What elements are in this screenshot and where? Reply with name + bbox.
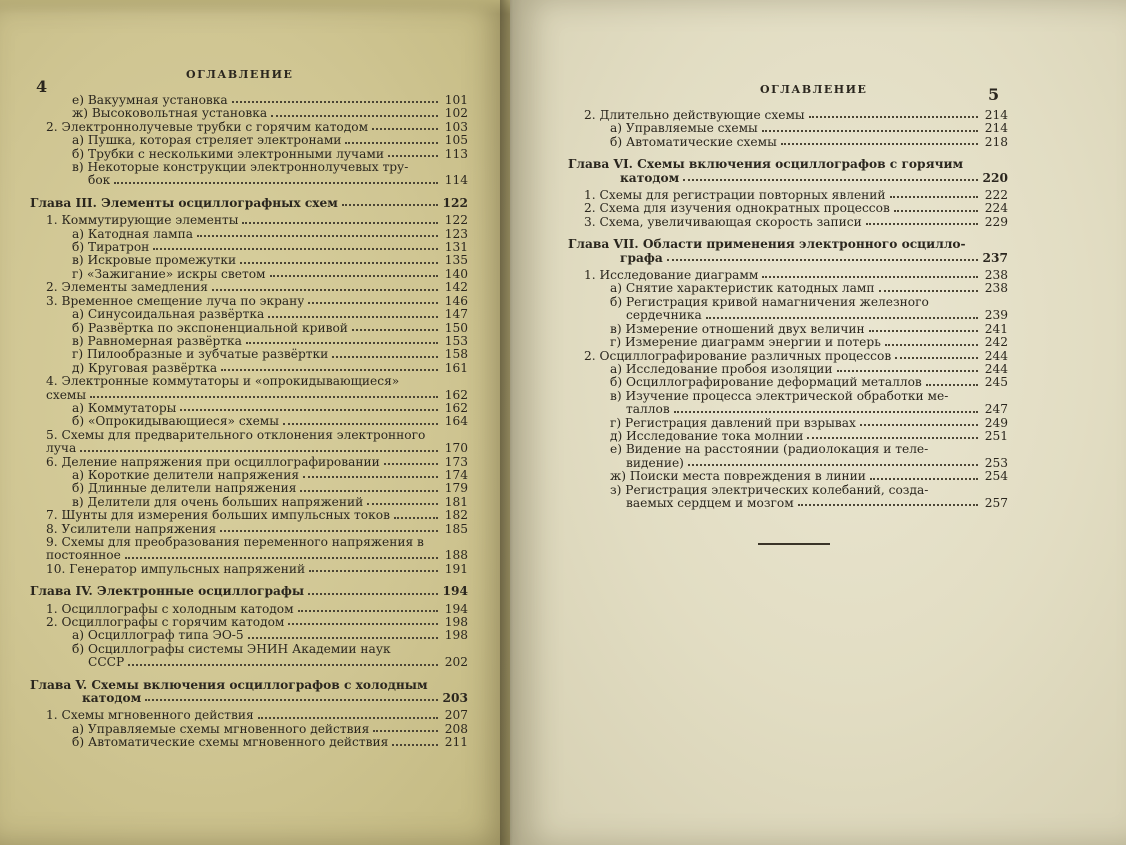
toc-entry-title: 2. Схема для изучения однократных процессов bbox=[584, 202, 890, 216]
toc-entry-title: катодом bbox=[82, 692, 142, 706]
right-page bbox=[510, 0, 1126, 845]
toc-entry-title: в) Измерение отношений двух величин bbox=[610, 322, 865, 336]
toc-page-number: 164 bbox=[444, 414, 468, 429]
toc-entry bbox=[568, 109, 1008, 122]
toc-entry-title: 2. Элементы замедления bbox=[46, 281, 208, 295]
toc-chapter-entry bbox=[30, 197, 468, 210]
toc-entry bbox=[568, 390, 1008, 403]
toc-entry bbox=[30, 281, 468, 294]
toc-page-number: 253 bbox=[984, 455, 1008, 470]
toc-page-number: 194 bbox=[444, 601, 468, 616]
dot-leader bbox=[345, 142, 438, 144]
toc-entry-title: 3. Временное смещение луча по экрану bbox=[46, 294, 305, 308]
dot-leader bbox=[258, 717, 438, 719]
toc-page-number: 244 bbox=[984, 361, 1008, 376]
toc-entry-title: а) Управляемые схемы мгновенного действия bbox=[72, 722, 370, 736]
dot-leader bbox=[153, 248, 438, 250]
toc-entry-title: б) Автоматические схемы мгновенного действия bbox=[72, 736, 389, 750]
toc-entry-title: в) Некоторые конструкции электроннолучевых тру- bbox=[72, 161, 409, 175]
toc-entry-title: г) Регистрация давлений при взрывах bbox=[610, 416, 856, 430]
toc-page-number: 257 bbox=[984, 495, 1008, 510]
dot-leader bbox=[384, 463, 438, 465]
toc-entry-title: 10. Генератор импульсных напряжений bbox=[46, 562, 306, 576]
toc-entry bbox=[30, 94, 468, 107]
book-gutter bbox=[500, 0, 522, 845]
toc-entry bbox=[568, 202, 1008, 215]
toc-entry-title: а) Пушка, которая стреляет электронами bbox=[72, 134, 342, 148]
toc-entry bbox=[30, 254, 468, 267]
toc-entry bbox=[568, 403, 1008, 416]
toc-entry bbox=[30, 509, 468, 522]
toc-entry-title: графа bbox=[620, 251, 663, 265]
toc-entry bbox=[568, 122, 1008, 135]
toc-chapter-entry bbox=[568, 238, 1008, 251]
dot-leader bbox=[248, 637, 438, 639]
toc-page-number: 208 bbox=[444, 721, 468, 736]
dot-leader bbox=[837, 370, 978, 372]
dot-leader bbox=[688, 464, 978, 466]
dot-leader bbox=[926, 384, 978, 386]
dot-leader bbox=[283, 423, 438, 425]
toc-entry bbox=[30, 308, 468, 321]
dot-leader bbox=[303, 476, 438, 478]
toc-entry-title: катодом bbox=[620, 171, 680, 185]
dot-leader bbox=[197, 235, 438, 237]
dot-leader bbox=[90, 396, 438, 398]
toc-entry bbox=[30, 107, 468, 120]
toc-entry bbox=[30, 134, 468, 147]
toc-entry-title: 1. Осциллографы с холодным катодом bbox=[46, 602, 294, 616]
toc-entry bbox=[568, 309, 1008, 322]
toc-chapter-entry bbox=[30, 585, 468, 598]
toc-entry-title: 4. Электронные коммутаторы и «опрокидывающиеся» bbox=[46, 375, 400, 389]
toc-entry-title: з) Регистрация электрических колебаний, созда- bbox=[610, 483, 929, 497]
toc-entry bbox=[568, 269, 1008, 282]
toc-entry bbox=[30, 496, 468, 509]
dot-leader bbox=[894, 210, 978, 212]
toc-entry bbox=[568, 323, 1008, 336]
toc-entry bbox=[30, 148, 468, 161]
toc-page-number: 241 bbox=[984, 321, 1008, 336]
toc-entry-title: сердечника bbox=[626, 309, 702, 323]
toc-page-number: 218 bbox=[984, 134, 1008, 149]
toc-page-number: 150 bbox=[444, 320, 468, 335]
toc-page-number: 220 bbox=[982, 170, 1008, 185]
toc-entry-title: б) Регистрация кривой намагничения железного bbox=[610, 295, 929, 309]
toc-entry-title: д) Круговая развёртка bbox=[72, 361, 218, 375]
toc-page-number: 114 bbox=[444, 173, 468, 188]
toc-entry bbox=[568, 172, 1008, 185]
toc-entry-title: а) Короткие делители напряжения bbox=[72, 468, 300, 482]
toc-entry bbox=[30, 456, 468, 469]
toc-entry bbox=[30, 335, 468, 348]
dot-leader bbox=[372, 128, 438, 130]
toc-page-number: 181 bbox=[444, 494, 468, 509]
toc-entry-title: б) Автоматические схемы bbox=[610, 135, 777, 149]
running-head: ОГЛАВЛЕНИЕ bbox=[186, 68, 294, 81]
toc-entry bbox=[30, 174, 468, 187]
toc-page-number: 191 bbox=[444, 561, 468, 576]
toc-page-number: 198 bbox=[444, 615, 468, 630]
toc-entry bbox=[30, 121, 468, 134]
dot-leader bbox=[879, 290, 978, 292]
dot-leader bbox=[388, 155, 438, 157]
toc-entry bbox=[30, 214, 468, 227]
dot-leader bbox=[220, 530, 438, 532]
page-edge-shadow bbox=[0, 0, 512, 14]
toc-page-number: 179 bbox=[444, 481, 468, 496]
toc-entry bbox=[30, 348, 468, 361]
toc-entry bbox=[568, 484, 1008, 497]
toc-entry-title: б) Развёртка по экспоненциальной кривой bbox=[72, 321, 348, 335]
toc-page-number: 147 bbox=[444, 307, 468, 322]
toc-page-number: 242 bbox=[984, 335, 1008, 350]
toc-page-number: 198 bbox=[444, 628, 468, 643]
toc-entry bbox=[568, 376, 1008, 389]
toc-entry-title: СССР bbox=[88, 656, 125, 670]
dot-leader bbox=[866, 223, 978, 225]
toc-page-number: 222 bbox=[984, 188, 1008, 203]
dot-leader bbox=[869, 330, 978, 332]
toc-page-number: 185 bbox=[444, 521, 468, 536]
toc-entry-title: в) Искровые промежутки bbox=[72, 254, 237, 268]
toc-page-number: 113 bbox=[444, 146, 468, 161]
dot-leader bbox=[895, 357, 978, 359]
toc-entry bbox=[568, 216, 1008, 229]
toc-entry bbox=[30, 268, 468, 281]
toc-entry-title: 1. Исследование диаграмм bbox=[584, 269, 759, 283]
toc-entry-title: бок bbox=[88, 174, 111, 188]
dot-leader bbox=[367, 503, 438, 505]
toc-entry-title: е) Вакуумная установка bbox=[72, 94, 228, 107]
toc-entry bbox=[568, 470, 1008, 483]
dot-leader bbox=[232, 101, 438, 103]
dot-leader bbox=[221, 369, 438, 371]
toc-entry-title: в) Делители для очень больших напряжений bbox=[72, 495, 364, 509]
toc-entry bbox=[30, 442, 468, 455]
toc-entry-title: а) Управляемые схемы bbox=[610, 122, 758, 136]
toc-entry bbox=[568, 497, 1008, 510]
toc-entry-title: Глава IV. Электронные осциллографы bbox=[30, 585, 305, 599]
toc-entry bbox=[568, 417, 1008, 430]
toc-page-number: 122 bbox=[444, 213, 468, 228]
toc-entry-title: 7. Шунты для измерения больших импульсных токов bbox=[46, 509, 390, 523]
toc-page-number: 158 bbox=[444, 347, 468, 362]
toc-entry bbox=[30, 161, 468, 174]
toc-entry bbox=[30, 523, 468, 536]
page-number: 4 bbox=[36, 77, 48, 96]
toc-list-right bbox=[568, 109, 1008, 510]
toc-entry-title: таллов bbox=[626, 403, 670, 417]
toc-page-number: 238 bbox=[984, 281, 1008, 296]
dot-leader bbox=[394, 517, 438, 519]
toc-page-number: 131 bbox=[444, 240, 468, 255]
toc-entry-title: в) Равномерная развёртка bbox=[72, 334, 242, 348]
dot-leader bbox=[885, 344, 978, 346]
running-head: ОГЛАВЛЕНИЕ bbox=[760, 83, 868, 96]
toc-entry bbox=[30, 482, 468, 495]
toc-entry-title: Глава VII. Области применения электронного осцилло- bbox=[568, 238, 966, 252]
toc-entry-title: 8. Усилители напряжения bbox=[46, 522, 217, 536]
toc-entry-title: схемы bbox=[46, 388, 87, 402]
toc-entry bbox=[30, 563, 468, 576]
dot-leader bbox=[762, 276, 978, 278]
toc-entry bbox=[30, 375, 468, 388]
dot-leader bbox=[308, 302, 438, 304]
toc-page-number: 249 bbox=[984, 415, 1008, 430]
toc-page-number: 202 bbox=[444, 655, 468, 670]
toc-page-number: 161 bbox=[444, 360, 468, 375]
toc-entry bbox=[568, 350, 1008, 363]
toc-entry-title: г) Измерение диаграмм энергии и потерь bbox=[610, 336, 881, 350]
toc-entry-title: а) Катодная лампа bbox=[72, 227, 194, 241]
toc-page-number: 170 bbox=[444, 441, 468, 456]
toc-entry-title: ж) Поиски места повреждения в линии bbox=[610, 470, 866, 484]
toc-entry-title: 2. Осциллографы с горячим катодом bbox=[46, 616, 285, 630]
dot-leader bbox=[890, 196, 978, 198]
dot-leader bbox=[674, 411, 978, 413]
toc-entry-title: ваемых сердцем и мозгом bbox=[626, 496, 794, 510]
dot-leader bbox=[781, 143, 978, 145]
toc-page-number: 254 bbox=[984, 469, 1008, 484]
dot-leader bbox=[268, 316, 438, 318]
dot-leader bbox=[309, 570, 438, 572]
dot-leader bbox=[667, 259, 978, 261]
toc-entry bbox=[568, 189, 1008, 202]
toc-entry bbox=[30, 322, 468, 335]
dot-leader bbox=[870, 478, 978, 480]
toc-page-number: 153 bbox=[444, 333, 468, 348]
toc-entry-title: б) «Опрокидывающиеся» схемы bbox=[72, 415, 279, 429]
toc-entry-title: 9. Схемы для преобразования переменного напряжения в bbox=[46, 536, 424, 549]
dot-leader bbox=[352, 329, 438, 331]
toc-entry-title: д) Исследование тока молнии bbox=[610, 429, 804, 443]
toc-page-number: 188 bbox=[444, 548, 468, 563]
dot-leader bbox=[240, 262, 438, 264]
toc-entry bbox=[30, 736, 468, 749]
toc-page-number: 239 bbox=[984, 308, 1008, 323]
toc-page-number: 174 bbox=[444, 467, 468, 482]
toc-entry-title: б) Трубки с несколькими электронными лучами bbox=[72, 147, 384, 161]
dot-leader bbox=[706, 317, 978, 319]
toc-entry bbox=[568, 457, 1008, 470]
toc-page-number: 105 bbox=[444, 133, 468, 148]
toc-entry bbox=[30, 389, 468, 402]
toc-page-number: 123 bbox=[444, 226, 468, 241]
toc-page-number: 162 bbox=[444, 387, 468, 402]
toc-entry-title: 6. Деление напряжения при осциллографировании bbox=[46, 455, 380, 469]
dot-leader bbox=[114, 182, 438, 184]
toc-page-number: 173 bbox=[444, 454, 468, 469]
toc-entry bbox=[30, 656, 468, 669]
toc-entry bbox=[30, 402, 468, 415]
toc-entry bbox=[30, 241, 468, 254]
toc-page-number: 101 bbox=[444, 93, 468, 107]
toc-entry-title: 1. Схемы мгновенного действия bbox=[46, 709, 254, 723]
dot-leader bbox=[332, 356, 438, 358]
toc-entry bbox=[568, 430, 1008, 443]
toc-entry bbox=[30, 692, 468, 705]
toc-entry bbox=[30, 549, 468, 562]
toc-page-number: 140 bbox=[444, 266, 468, 281]
toc-entry-title: постоянное bbox=[46, 549, 121, 563]
toc-page-number: 238 bbox=[984, 268, 1008, 283]
toc-page-number: 102 bbox=[444, 106, 468, 121]
toc-page-number: 214 bbox=[984, 121, 1008, 136]
dot-leader bbox=[125, 557, 438, 559]
toc-entry-title: б) Осциллографирование деформаций металлов bbox=[610, 376, 922, 390]
dot-leader bbox=[392, 744, 438, 746]
toc-entry bbox=[30, 415, 468, 428]
toc-page-number: 224 bbox=[984, 201, 1008, 216]
dot-leader bbox=[180, 409, 438, 411]
toc-entry bbox=[30, 723, 468, 736]
toc-page-number: 245 bbox=[984, 375, 1008, 390]
toc-page-number: 103 bbox=[444, 119, 468, 134]
toc-entry-title: 2. Электроннолучевые трубки с горячим катодом bbox=[46, 120, 369, 134]
toc-entry bbox=[568, 136, 1008, 149]
toc-page-number: 182 bbox=[444, 508, 468, 523]
toc-entry bbox=[568, 443, 1008, 456]
toc-entry-title: б) Длинные делители напряжения bbox=[72, 482, 297, 496]
toc-entry-title: 5. Схемы для предварительного отклонения электронного bbox=[46, 428, 426, 442]
toc-entry bbox=[30, 295, 468, 308]
toc-entry-title: Глава III. Элементы осциллографных схем bbox=[30, 196, 338, 210]
toc-entry-title: 3. Схема, увеличивающая скорость записи bbox=[584, 215, 862, 229]
dot-leader bbox=[373, 730, 438, 732]
toc-entry-title: г) Пилообразные и зубчатые развёртки bbox=[72, 348, 329, 362]
page-number: 5 bbox=[988, 85, 1000, 104]
toc-entry bbox=[30, 709, 468, 722]
toc-page-number: 237 bbox=[982, 250, 1008, 265]
dot-leader bbox=[807, 437, 978, 439]
dot-leader bbox=[270, 275, 438, 277]
toc-page-number: 251 bbox=[984, 428, 1008, 443]
toc-entry-title: ж) Высоковольтная установка bbox=[72, 107, 268, 121]
end-rule bbox=[758, 543, 830, 545]
dot-leader bbox=[308, 593, 438, 595]
toc-entry-title: в) Изучение процесса электрической обработки ме- bbox=[610, 389, 949, 403]
dot-leader bbox=[242, 222, 438, 224]
dot-leader bbox=[809, 116, 978, 118]
toc-page-number: 229 bbox=[984, 214, 1008, 229]
toc-entry bbox=[30, 616, 468, 629]
dot-leader bbox=[80, 450, 438, 452]
toc-page-number: 194 bbox=[442, 584, 468, 599]
toc-entry bbox=[30, 228, 468, 241]
toc-entry-title: 2. Длительно действующие схемы bbox=[584, 109, 805, 122]
toc-entry bbox=[30, 603, 468, 616]
dot-leader bbox=[342, 204, 438, 206]
toc-chapter-entry bbox=[30, 679, 468, 692]
dot-leader bbox=[212, 289, 438, 291]
toc-entry bbox=[568, 252, 1008, 265]
left-page bbox=[0, 0, 512, 845]
toc-page-number: 142 bbox=[444, 280, 468, 295]
toc-chapter-entry bbox=[568, 158, 1008, 171]
toc-entry bbox=[30, 629, 468, 642]
dot-leader bbox=[298, 610, 438, 612]
toc-entry bbox=[568, 296, 1008, 309]
toc-page-number: 211 bbox=[444, 735, 468, 750]
toc-page-number: 146 bbox=[444, 293, 468, 308]
toc-entry bbox=[30, 429, 468, 442]
dot-leader bbox=[683, 179, 978, 181]
toc-entry-title: Глава VI. Схемы включения осциллографов с горячим bbox=[568, 158, 964, 172]
toc-page-number: 207 bbox=[444, 708, 468, 723]
dot-leader bbox=[246, 342, 438, 344]
dot-leader bbox=[288, 623, 438, 625]
toc-page-number: 162 bbox=[444, 400, 468, 415]
dot-leader bbox=[271, 115, 438, 117]
dot-leader bbox=[128, 664, 438, 666]
toc-list-left bbox=[30, 94, 468, 750]
toc-entry-title: а) Осциллограф типа ЭО-5 bbox=[72, 629, 244, 643]
toc-page-number: 122 bbox=[442, 195, 468, 210]
toc-page-number: 244 bbox=[984, 348, 1008, 363]
dot-leader bbox=[762, 130, 978, 132]
toc-entry-title: б) Осциллографы системы ЭНИН Академии наук bbox=[72, 642, 391, 656]
dot-leader bbox=[798, 504, 978, 506]
toc-page-number: 247 bbox=[984, 402, 1008, 417]
dot-leader bbox=[300, 490, 438, 492]
toc-page-number: 135 bbox=[444, 253, 468, 268]
toc-entry-title: Глава V. Схемы включения осциллографов с холодным bbox=[30, 678, 428, 692]
toc-entry-title: е) Видение на расстоянии (радиолокация и теле- bbox=[610, 443, 929, 457]
toc-entry-title: 1. Коммутирующие элементы bbox=[46, 214, 239, 228]
toc-entry-title: видение) bbox=[626, 456, 684, 470]
toc-page-number: 214 bbox=[984, 108, 1008, 122]
toc-entry-title: г) «Зажигание» искры светом bbox=[72, 267, 266, 281]
toc-entry-title: а) Синусоидальная развёртка bbox=[72, 308, 265, 322]
toc-entry-title: луча bbox=[46, 442, 77, 456]
toc-entry-title: а) Снятие характеристик катодных ламп bbox=[610, 282, 875, 296]
dot-leader bbox=[860, 424, 978, 426]
toc-entry bbox=[568, 363, 1008, 376]
toc-entry-title: а) Коммутаторы bbox=[72, 401, 177, 415]
toc-entry bbox=[568, 282, 1008, 295]
toc-entry bbox=[30, 469, 468, 482]
toc-entry-title: 2. Осциллографирование различных процессов bbox=[584, 349, 892, 363]
toc-entry bbox=[568, 336, 1008, 349]
toc-entry bbox=[30, 643, 468, 656]
toc-entry-title: 1. Схемы для регистрации повторных явлений bbox=[584, 189, 886, 203]
toc-entry-title: б) Тиратрон bbox=[72, 241, 150, 255]
toc-page-number: 203 bbox=[442, 691, 468, 706]
dot-leader bbox=[145, 699, 438, 701]
toc-entry bbox=[30, 536, 468, 549]
toc-entry-title: а) Исследование пробоя изоляции bbox=[610, 362, 833, 376]
toc-entry bbox=[30, 362, 468, 375]
